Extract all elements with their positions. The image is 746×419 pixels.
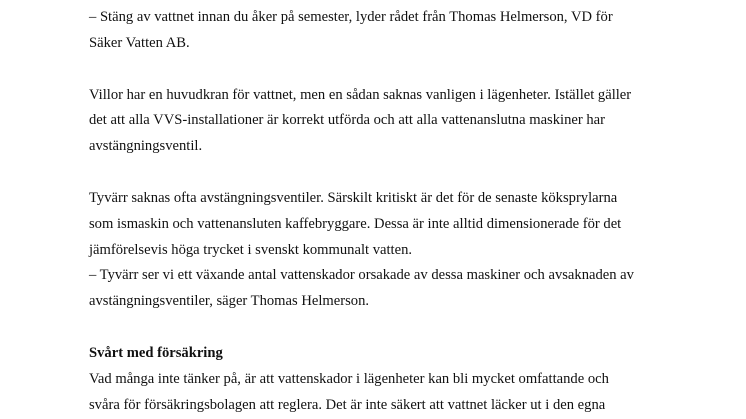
paragraph-spacer [89,315,689,341]
paragraph-semester-advice [89,5,689,57]
section-heading: Svårt med försäkring [89,344,223,361]
paragraph-missing-valves [89,186,689,315]
text-line: Vad många inte tänker på, är att vattenskador i lägenheter kan bli mycket omfattande och [89,370,609,387]
text-line: – Tyvärr ser vi ett växande antal vattenskador orsakade av dessa maskiner och avsaknaden av [89,267,634,284]
text-line: jämförelsevis höga trycket i svenskt kommunalt vatten. [89,241,413,258]
text-line: svåra för försäkringsbolagen att reglera. Det är inte säkert att vattnet läcker ut i den egna [89,396,606,413]
paragraph-spacer [89,160,689,186]
paragraph-main-valve [89,83,689,160]
text-line: – Stäng av vattnet innan du åker på semester, lyder rådet från Thomas Helmerson, VD för [89,9,613,25]
paragraph-insurance [89,367,689,419]
article-body [89,5,689,418]
text-line: det att alla VVS-installationer är korrekt utförda och att alla vattenanslutna maskiner har [89,112,606,129]
text-line: avstängningsventil. [89,138,203,155]
text-line: avstängningsventiler, säger Thomas Helmerson. [89,293,370,310]
text-line: som ismaskin och vattenansluten kaffebryggare. Dessa är inte alltid dimensionerade för det [89,215,622,232]
paragraph-spacer [89,57,689,83]
text-line: Villor har en huvudkran för vattnet, men en sådan saknas vanligen i lägenheter. Istället gäller [89,86,632,103]
text-line: Säker Vatten AB. [89,34,190,51]
text-line: Tyvärr saknas ofta avstängningsventiler. Särskilt kritiskt är det för de senaste köksprylarna [89,189,618,206]
